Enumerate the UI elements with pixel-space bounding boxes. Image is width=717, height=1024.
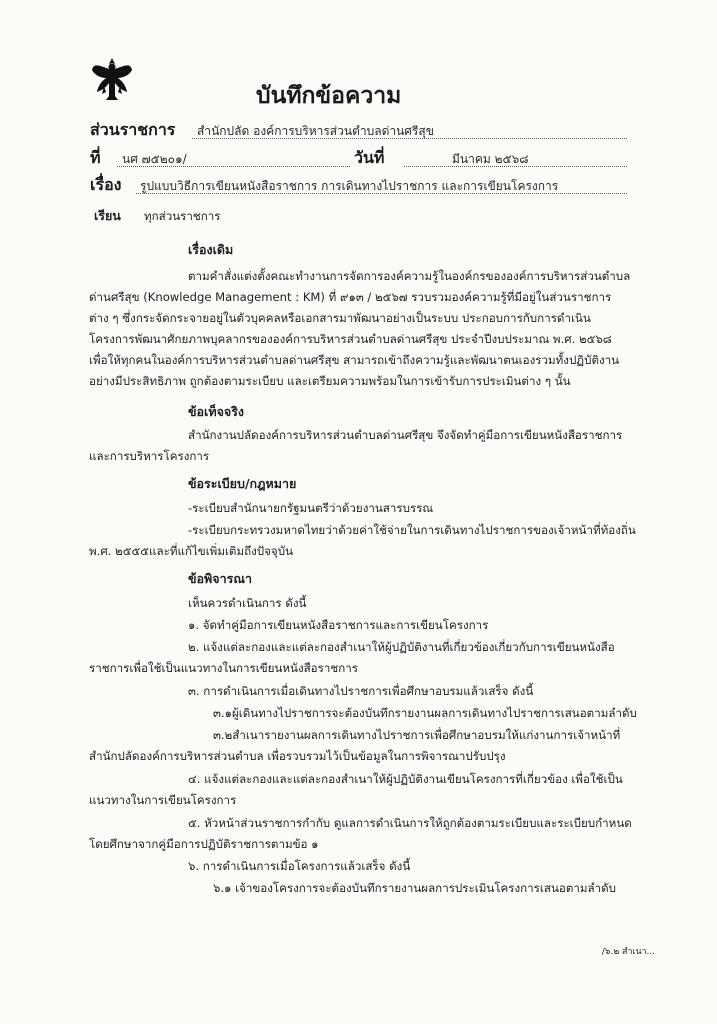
consideration-line: แนวทางในการเขียนโครงการ xyxy=(89,793,237,807)
department-label: ส่วนราชการ xyxy=(90,120,176,139)
regulation-line: พ.ศ. ๒๕๕๕และที่แก้ไขเพิ่มเติมถึงปัจจุบัน xyxy=(89,544,294,558)
regulations-heading: ข้อระเบียบ/กฎหมาย xyxy=(188,476,297,491)
consideration-line: ๖. การดำเนินการเมื่อโครงการแล้วเสร็จ ดังนี้ xyxy=(188,859,411,873)
memo-title: บันทึกข้อความ xyxy=(256,83,402,109)
background-line: ต่าง ๆ ซึ่งกระจัดกระจายอยู่ในตัวบุคคลหรือเอกสารมาพัฒนาอย่างเป็นระบบ ประกอบการกับการดำเนิน xyxy=(89,311,591,325)
consideration-line: ๓.๑ผู้เดินทางไปราชการจะต้องบันทึกรายงานผลการเดินทางไปราชการเสนอตามลำดับ xyxy=(213,706,637,720)
subject-value: รูปแบบวิธีการเขียนหนังสือราชการ การเดินทางไปราชการ และการเขียนโครงการ xyxy=(140,179,559,193)
background-line: ด่านศรีสุข (Knowledge Management : KM) ที่ ๙๑๓ / ๒๕๖๗ รวบรวมองค์ความรู้ที่มีอยู่ในส่วนราชการ xyxy=(89,290,612,304)
consideration-line: ราชการเพื่อใช้เป็นแนวทางในการเขียนหนังสือราชการ xyxy=(89,661,359,675)
facts-heading: ข้อเท็จจริง xyxy=(188,404,245,419)
background-line: โครงการพัฒนาศักยภาพบุคลากรขององค์การบริหารส่วนตำบลด่านศรีสุข ประจำปีงบประมาณ พ.ศ. ๒๕๖๘ xyxy=(89,332,612,346)
facts-line: และการบริหารโครงการ xyxy=(89,449,210,463)
to-value: ทุกส่วนราชการ xyxy=(144,209,221,223)
date-dotted-line xyxy=(404,166,627,167)
background-heading: เรื่องเดิม xyxy=(188,242,234,257)
consideration-line: ๖.๑ เจ้าของโครงการจะต้องบันทึกรายงานผลการประเมินโครงการเสนอตามลำดับ xyxy=(213,881,617,895)
date-label: วันที่ xyxy=(354,148,385,167)
subject-label: เรื่อง xyxy=(90,175,122,194)
garuda-emblem-icon xyxy=(92,56,132,102)
consideration-line: ๔. แจ้งแต่ละกองและแต่ละกองสำเนาให้ผู้ปฏิบัติงานเขียนโครงการที่เกี่ยวข้อง เพื่อใช้เป็น xyxy=(188,772,623,786)
consideration-line: เห็นควรดำเนินการ ดังนี้ xyxy=(188,596,307,610)
department-dotted-line xyxy=(192,138,627,139)
regulation-line: -ระเบียบกระทรวงมหาดไทยว่าด้วยค่าใช้จ่ายในการเดินทางไปราชการของเจ้าหน้าที่ท้องถิ่น xyxy=(188,523,636,537)
subject-dotted-line xyxy=(136,193,627,194)
date-value: มีนาคม ๒๕๖๘ xyxy=(452,152,529,166)
consideration-line: ๓.๒สำเนารายงานผลการเดินทางไปราชการเพื่อศึกษาอบรมให้แก่งานการเจ้าหน้าที่ xyxy=(213,728,621,742)
consideration-line: ๑. จัดทำคู่มือการเขียนหนังสือราชการและการเขียนโครงการ xyxy=(188,618,489,632)
ref-dotted-line xyxy=(117,166,350,167)
background-line: เพื่อให้ทุกคนในองค์การบริหารส่วนตำบลด่านศรีสุข สามารถเข้าถึงความรู้และพัฒนาตนเองรวมทั้งปฏิบัติงาน xyxy=(89,353,620,367)
consideration-line: โดยศึกษาจากคู่มือการปฏิบัติราชการตามข้อ ๑ xyxy=(89,837,319,851)
continuation-note: /๖.๒ สำเนา... xyxy=(601,947,655,957)
facts-line: สำนักงานปลัดองค์การบริหารส่วนตำบลด่านศรีสุข จึงจัดทำคู่มือการเขียนหนังสือราชการ xyxy=(188,428,623,442)
regulation-line: -ระเบียบสำนักนายกรัฐมนตรีว่าด้วยงานสารบรรณ xyxy=(188,501,434,515)
consideration-line: ๕. หัวหน้าส่วนราชการกำกับ ดูแลการดำเนินการให้ถูกต้องตามระเบียบและระเบียบกำหนด xyxy=(188,816,632,830)
consideration-line: สำนักปลัดองค์การบริหารส่วนตำบล เพื่อรวบรวมไว้เป็นข้อมูลในการพิจารณาปรับปรุง xyxy=(89,749,506,763)
considerations-heading: ข้อพิจารณา xyxy=(188,571,252,586)
background-line: อย่างมีประสิทธิภาพ ถูกต้องตามระเบียบ และเตรียมความพร้อมในการเข้ารับการประเมินต่าง ๆ นั้น xyxy=(89,374,571,388)
consideration-line: ๒. แจ้งแต่ละกองและแต่ละกองสำเนาให้ผู้ปฏิบัติงานที่เกี่ยวข้องเกี่ยวกับการเขียนหนังสือ xyxy=(188,640,615,654)
background-line: ตามคำสั่งแต่งตั้งคณะทำงานการจัดการองค์ความรู้ในองค์กรขององค์การบริหารส่วนตำบล xyxy=(188,269,631,283)
to-label: เรียน xyxy=(94,208,121,223)
consideration-line: ๓. การดำเนินการเมื่อเดินทางไปราชการเพื่อศึกษาอบรมแล้วเสร็จ ดังนี้ xyxy=(188,684,534,698)
ref-label: ที่ xyxy=(90,148,101,167)
ref-value: นศ ๗๕๒๐๑/ xyxy=(122,152,187,166)
department-value: สำนักปลัด องค์การบริหารส่วนตำบลด่านศรีสุข xyxy=(197,124,434,138)
